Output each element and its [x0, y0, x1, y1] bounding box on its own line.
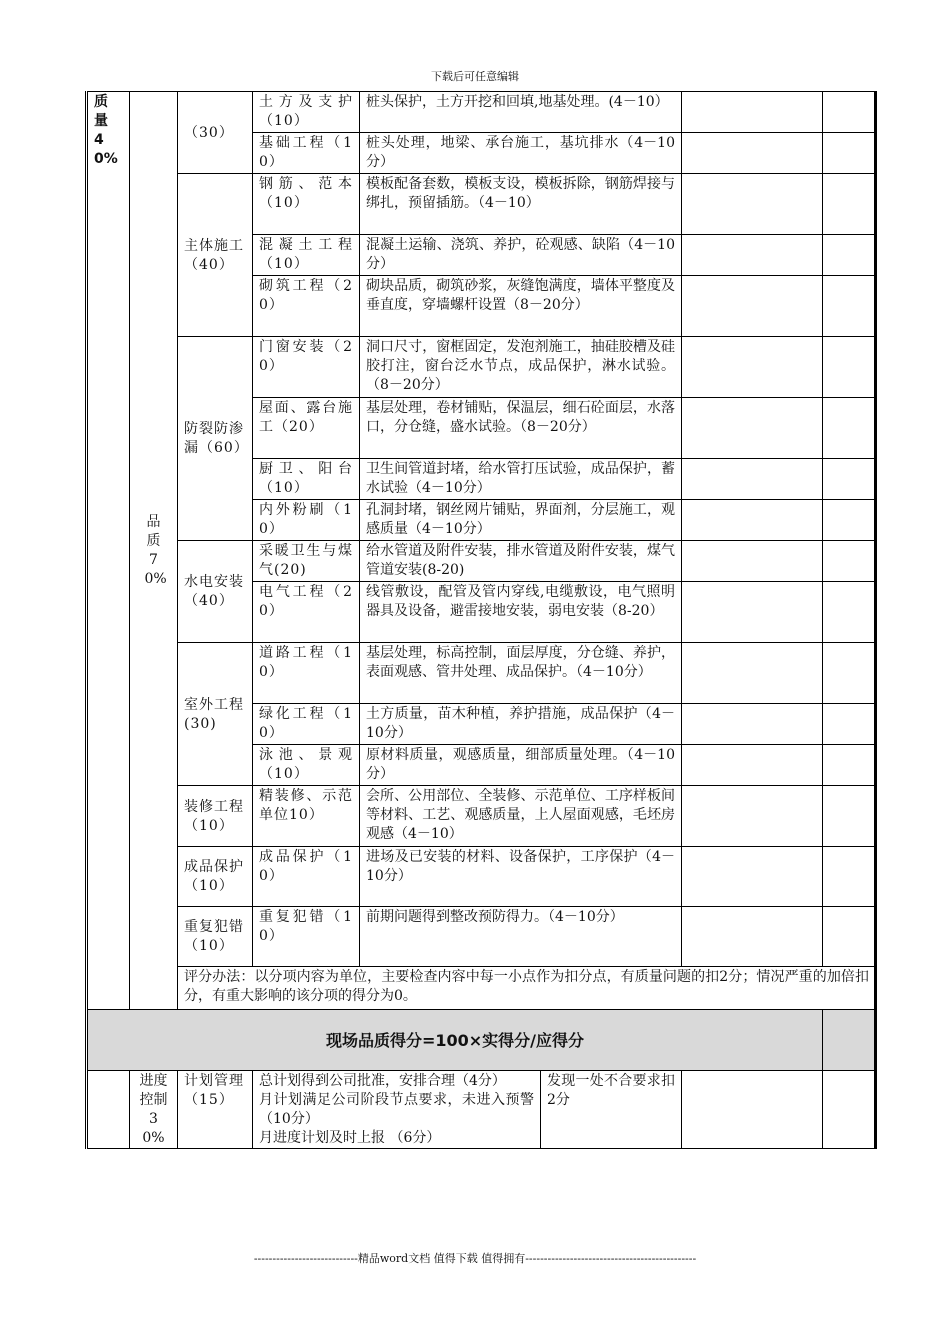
deduction-cell [682, 500, 823, 541]
group-name-cell: 主体施工（40） [178, 174, 253, 337]
table-row [87, 786, 876, 847]
score-cell [823, 541, 876, 582]
deduction-cell [682, 133, 823, 174]
table-row [87, 174, 876, 235]
group-name-cell: （30） [178, 92, 253, 174]
score-cell [823, 92, 876, 133]
page-footer-note: ----------------------------精品word文档 值得下载 值得拥有---------------------------------------------- [253, 1252, 697, 1265]
deduction-cell [682, 459, 823, 500]
item-content-cell: 线管敷设，配管及管内穿线,电缆敷设，电气照明器具及设备，避雷接地安装，弱电安装（8-20） [360, 582, 682, 643]
deduction-cell [682, 276, 823, 337]
subcategory-cell [130, 92, 178, 1010]
deduction-cell [682, 582, 823, 643]
deduction-cell [682, 847, 823, 907]
deduction-cell [682, 398, 823, 459]
deduction-cell [682, 337, 823, 398]
score-cell [823, 174, 876, 235]
item-name-cell: 门窗安装（20） [253, 337, 360, 398]
score-cell [823, 786, 876, 847]
item-name-cell: 土方及支护（10） [253, 92, 360, 133]
page-header-note: 下载后可任意编辑 [431, 70, 519, 83]
progress-note-cell [823, 1071, 876, 1149]
item-content-cell: 土方质量，苗木种植，养护措施，成品保护（4－10分） [360, 704, 682, 745]
item-content-cell: 基层处理，卷材铺贴，保温层，细石砼面层，水落口，分仓缝，盛水试验。（8－20分） [360, 398, 682, 459]
progress-deduction-cell: 发现一处不合要求扣2分 [541, 1071, 682, 1149]
item-content-cell: 原材料质量，观感质量，细部质量处理。（4－10分） [360, 745, 682, 786]
deduction-cell [682, 541, 823, 582]
group-name-cell: 水电安装（40） [178, 541, 253, 643]
total-formula-row [87, 1010, 876, 1071]
deduction-cell [682, 907, 823, 967]
score-cell [823, 907, 876, 967]
item-content-cell: 模板配备套数，模板支设，模板拆除，钢筋焊接与绑扎，预留插筋。（4－10） [360, 174, 682, 235]
score-cell [823, 643, 876, 704]
deduction-cell [682, 704, 823, 745]
deduction-cell [682, 92, 823, 133]
score-cell [823, 133, 876, 174]
progress-row [87, 1071, 876, 1149]
table-row [87, 92, 876, 133]
group-name-cell: 防裂防渗漏（60） [178, 337, 253, 541]
deduction-cell [682, 174, 823, 235]
item-name-cell: 基础工程（10） [253, 133, 360, 174]
subcategory-label: 品质70% [144, 514, 167, 587]
item-name-cell: 混凝土工程（10） [253, 235, 360, 276]
item-name-cell: 厨卫、阳台（10） [253, 459, 360, 500]
table-row [87, 541, 876, 582]
item-name-cell: 电气工程（20） [253, 582, 360, 643]
progress-category-cell [130, 1071, 178, 1149]
item-content-cell: 会所、公用部位、全装修、示范单位、工序样板间等材料、工艺、观感质量，上人屋面观感，毛坯房观感（4－10） [360, 786, 682, 847]
item-name-cell: 重复犯错（10） [253, 907, 360, 967]
quality-score-table [85, 91, 877, 1149]
item-name-cell: 采暖卫生与煤气(20) [253, 541, 360, 582]
scoring-method-row [87, 967, 876, 1010]
score-cell [823, 582, 876, 643]
item-content-cell: 给水管道及附件安装，排水管道及附件安装，煤气管道安装(8-20) [360, 541, 682, 582]
item-content-cell: 前期问题得到整改预防得力。（4－10分） [360, 907, 682, 967]
progress-blank-cell [87, 1071, 130, 1149]
item-content-cell: 基层处理，标高控制，面层厚度，分仓缝、养护，表面观感、管井处理、成品保护。（4－10分） [360, 643, 682, 704]
item-name-cell: 成品保护（10） [253, 847, 360, 907]
table-row [87, 847, 876, 907]
item-name-cell: 砌筑工程（20） [253, 276, 360, 337]
total-formula-cell: 现场品质得分=100×实得分/应得分 [87, 1010, 823, 1071]
group-name-cell: 重复犯错（10） [178, 907, 253, 967]
progress-item-cell: 计划管理（15） [178, 1071, 253, 1149]
item-content-cell: 孔洞封堵，钢丝网片铺贴，界面剂，分层施工，观感质量（4－10分） [360, 500, 682, 541]
score-cell [823, 745, 876, 786]
progress-category-label: 进度控制30% [139, 1073, 168, 1146]
item-name-cell: 精装修、示范单位10） [253, 786, 360, 847]
table-row [87, 907, 876, 967]
deduction-cell [682, 235, 823, 276]
item-name-cell: 泳池、景观（10） [253, 745, 360, 786]
score-cell [823, 276, 876, 337]
item-content-cell: 卫生间管道封堵，给水管打压试验，成品保护，蓄水试验（4－10分） [360, 459, 682, 500]
score-cell [823, 500, 876, 541]
group-name-cell: 成品保护（10） [178, 847, 253, 907]
category-label: 质量40% [94, 94, 118, 167]
item-content-cell: 洞口尺寸，窗框固定，发泡剂施工，抽硅胶槽及硅胶打注，窗台泛水节点，成品保护，淋水试验。（8－20分） [360, 337, 682, 398]
deduction-cell [682, 643, 823, 704]
item-content-cell: 混凝土运输、浇筑、养护，砼观感、缺陷（4－10分） [360, 235, 682, 276]
group-name-cell: 装修工程（10） [178, 786, 253, 847]
item-name-cell: 道路工程（10） [253, 643, 360, 704]
item-content-cell: 进场及已安装的材料、设备保护，工序保护（4－10分） [360, 847, 682, 907]
deduction-cell [682, 786, 823, 847]
table-row [87, 643, 876, 704]
progress-content-cell: 总计划得到公司批准，安排合理（4分） 月计划满足公司阶段节点要求，未进入预警（10分） 月进度计划及时上报 （6分） [253, 1071, 541, 1149]
item-content-cell: 桩头保护，土方开挖和回填,地基处理。(4－10） [360, 92, 682, 133]
item-content-cell: 砌块品质，砌筑砂浆，灰缝饱满度，墙体平整度及垂直度，穿墙螺杆设置（8－20分） [360, 276, 682, 337]
item-name-cell: 屋面、露台施工（20） [253, 398, 360, 459]
category-cell [87, 92, 130, 1010]
item-name-cell: 绿化工程（10） [253, 704, 360, 745]
scoring-method-cell: 评分办法：以分项内容为单位，主要检查内容中每一小点作为扣分点，有质量问题的扣2分；情况严重的加倍扣分，有重大影响的该分项的得分为0。 [178, 967, 876, 1010]
group-name-cell: 室外工程(30) [178, 643, 253, 786]
score-cell [823, 847, 876, 907]
score-cell [823, 398, 876, 459]
deduction-cell [682, 745, 823, 786]
score-cell [823, 459, 876, 500]
total-score-cell [823, 1010, 876, 1071]
item-content-cell: 桩头处理，地梁、承台施工，基坑排水（4－10分） [360, 133, 682, 174]
score-cell [823, 235, 876, 276]
score-cell [823, 337, 876, 398]
item-name-cell: 内外粉刷（10） [253, 500, 360, 541]
item-name-cell: 钢筋、范本（10） [253, 174, 360, 235]
progress-score-cell [682, 1071, 823, 1149]
table-body [87, 92, 876, 1149]
table-row [87, 337, 876, 398]
score-cell [823, 704, 876, 745]
